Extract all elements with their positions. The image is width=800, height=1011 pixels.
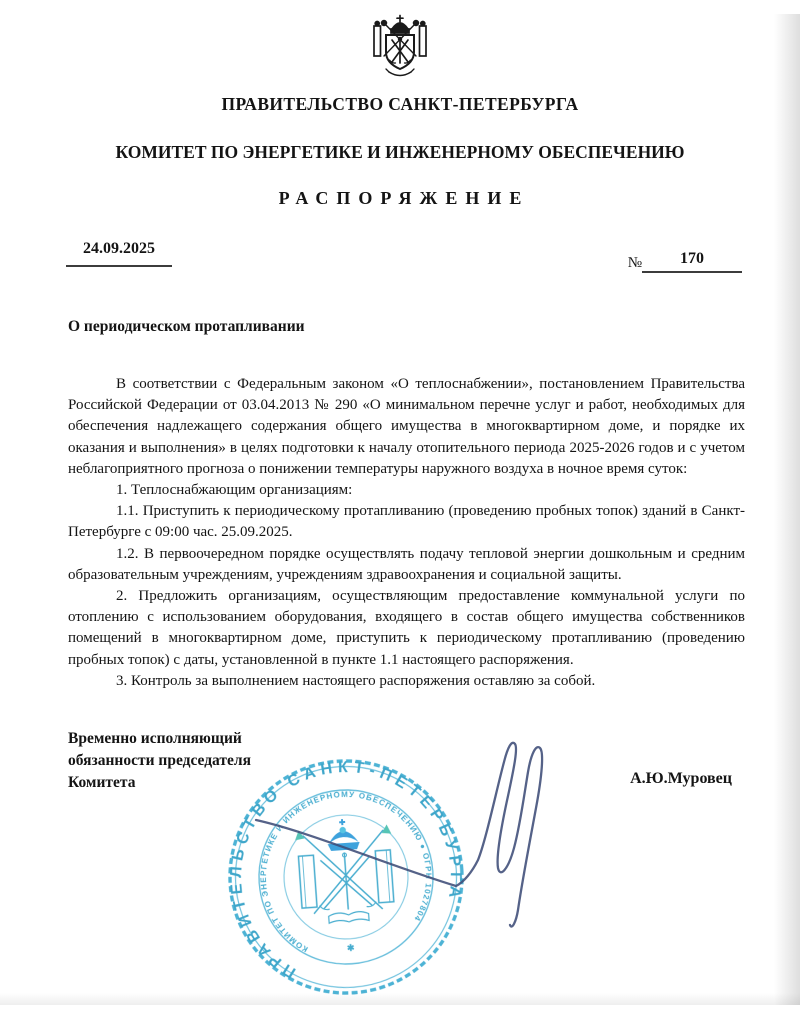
signer-position-line: Комитета <box>68 772 328 794</box>
body-paragraph: 1.1. Приступить к периодическому протапливанию (проведению пробных топок) зданий в Санкт-Петербурге с 09:00 час. 25.09.2025. <box>68 501 745 543</box>
signer-position-line: обязанности председателя <box>68 750 328 772</box>
signer-name: А.Ю.Муровец <box>630 770 742 794</box>
document-page <box>0 14 800 794</box>
document-type-title: РАСПОРЯЖЕНИЕ <box>0 188 800 209</box>
body-paragraph: 3. Контроль за выполнением настоящего распоряжения оставляю за собой. <box>68 671 745 692</box>
number-group <box>628 250 742 273</box>
number-sign: № <box>628 255 642 273</box>
document-meta <box>66 240 742 273</box>
document-date: 24.09.2025 <box>66 240 172 267</box>
date-group <box>66 240 172 267</box>
government-title: ПРАВИТЕЛЬСТВО САНКТ-ПЕТЕРБУРГА <box>0 94 800 115</box>
stamp-outer-text-path: ПРАВИТЕЛЬСТВО САНКТ-ПЕТЕРБУРГА <box>220 751 471 985</box>
body-paragraph: 1.2. В первоочередном порядке осуществлять подачу тепловой энергии дошкольным и средним образовательным учреждениям, учреждениям здравоохранения и социальной защиты. <box>68 544 745 586</box>
body-paragraph: 2. Предложить организациям, осуществляющим предоставление коммунальной услуги по отоплению с использованием оборудования, входящего в состав общего имущества собственников помещений в многоквартирном доме, приступить к периодическому протапливанию (проведению пробных топок) с даты, установленной в пункте 1.1 настоящего распоряжения. <box>68 586 745 671</box>
body-paragraph: 1. Теплоснабжающим организациям: <box>68 480 745 501</box>
signer-position-line: Временно исполняющий <box>68 728 328 750</box>
document-body <box>68 374 745 692</box>
spb-coat-of-arms-icon <box>361 14 439 84</box>
committee-title: КОМИТЕТ ПО ЭНЕРГЕТИКЕ И ИНЖЕНЕРНОМУ ОБЕСПЕЧЕНИЮ <box>0 142 800 163</box>
body-paragraph: В соответствии с Федеральным законом «О теплоснабжении», постановлением Правительства Российской Федерации от 03.04.2013 № 290 «О минимальном перечне услуг и работ, необходимых для обеспечения надлежащего содержания общего имущества в многоквартирном доме, и порядке их оказания и выполнения» в целях подготовки к началу отопительного периода 2025-2026 годов и с учетом неблагоприятного прогноза о понижении температуры наружного воздуха в ночное время суток: <box>68 374 745 480</box>
stamp-inner-text-path: КОМИТЕТ ПО ЭНЕРГЕТИКЕ И ИНЖЕНЕРНОМУ ОБЕСПЕЧЕНИЮ ● ОГРН 1027804 <box>253 784 438 957</box>
stamp-bottom-mark: ✱ <box>347 943 356 954</box>
handwritten-signature <box>250 734 580 936</box>
document-subject: О периодическом протапливании <box>68 318 742 336</box>
document-number: 170 <box>642 250 742 273</box>
